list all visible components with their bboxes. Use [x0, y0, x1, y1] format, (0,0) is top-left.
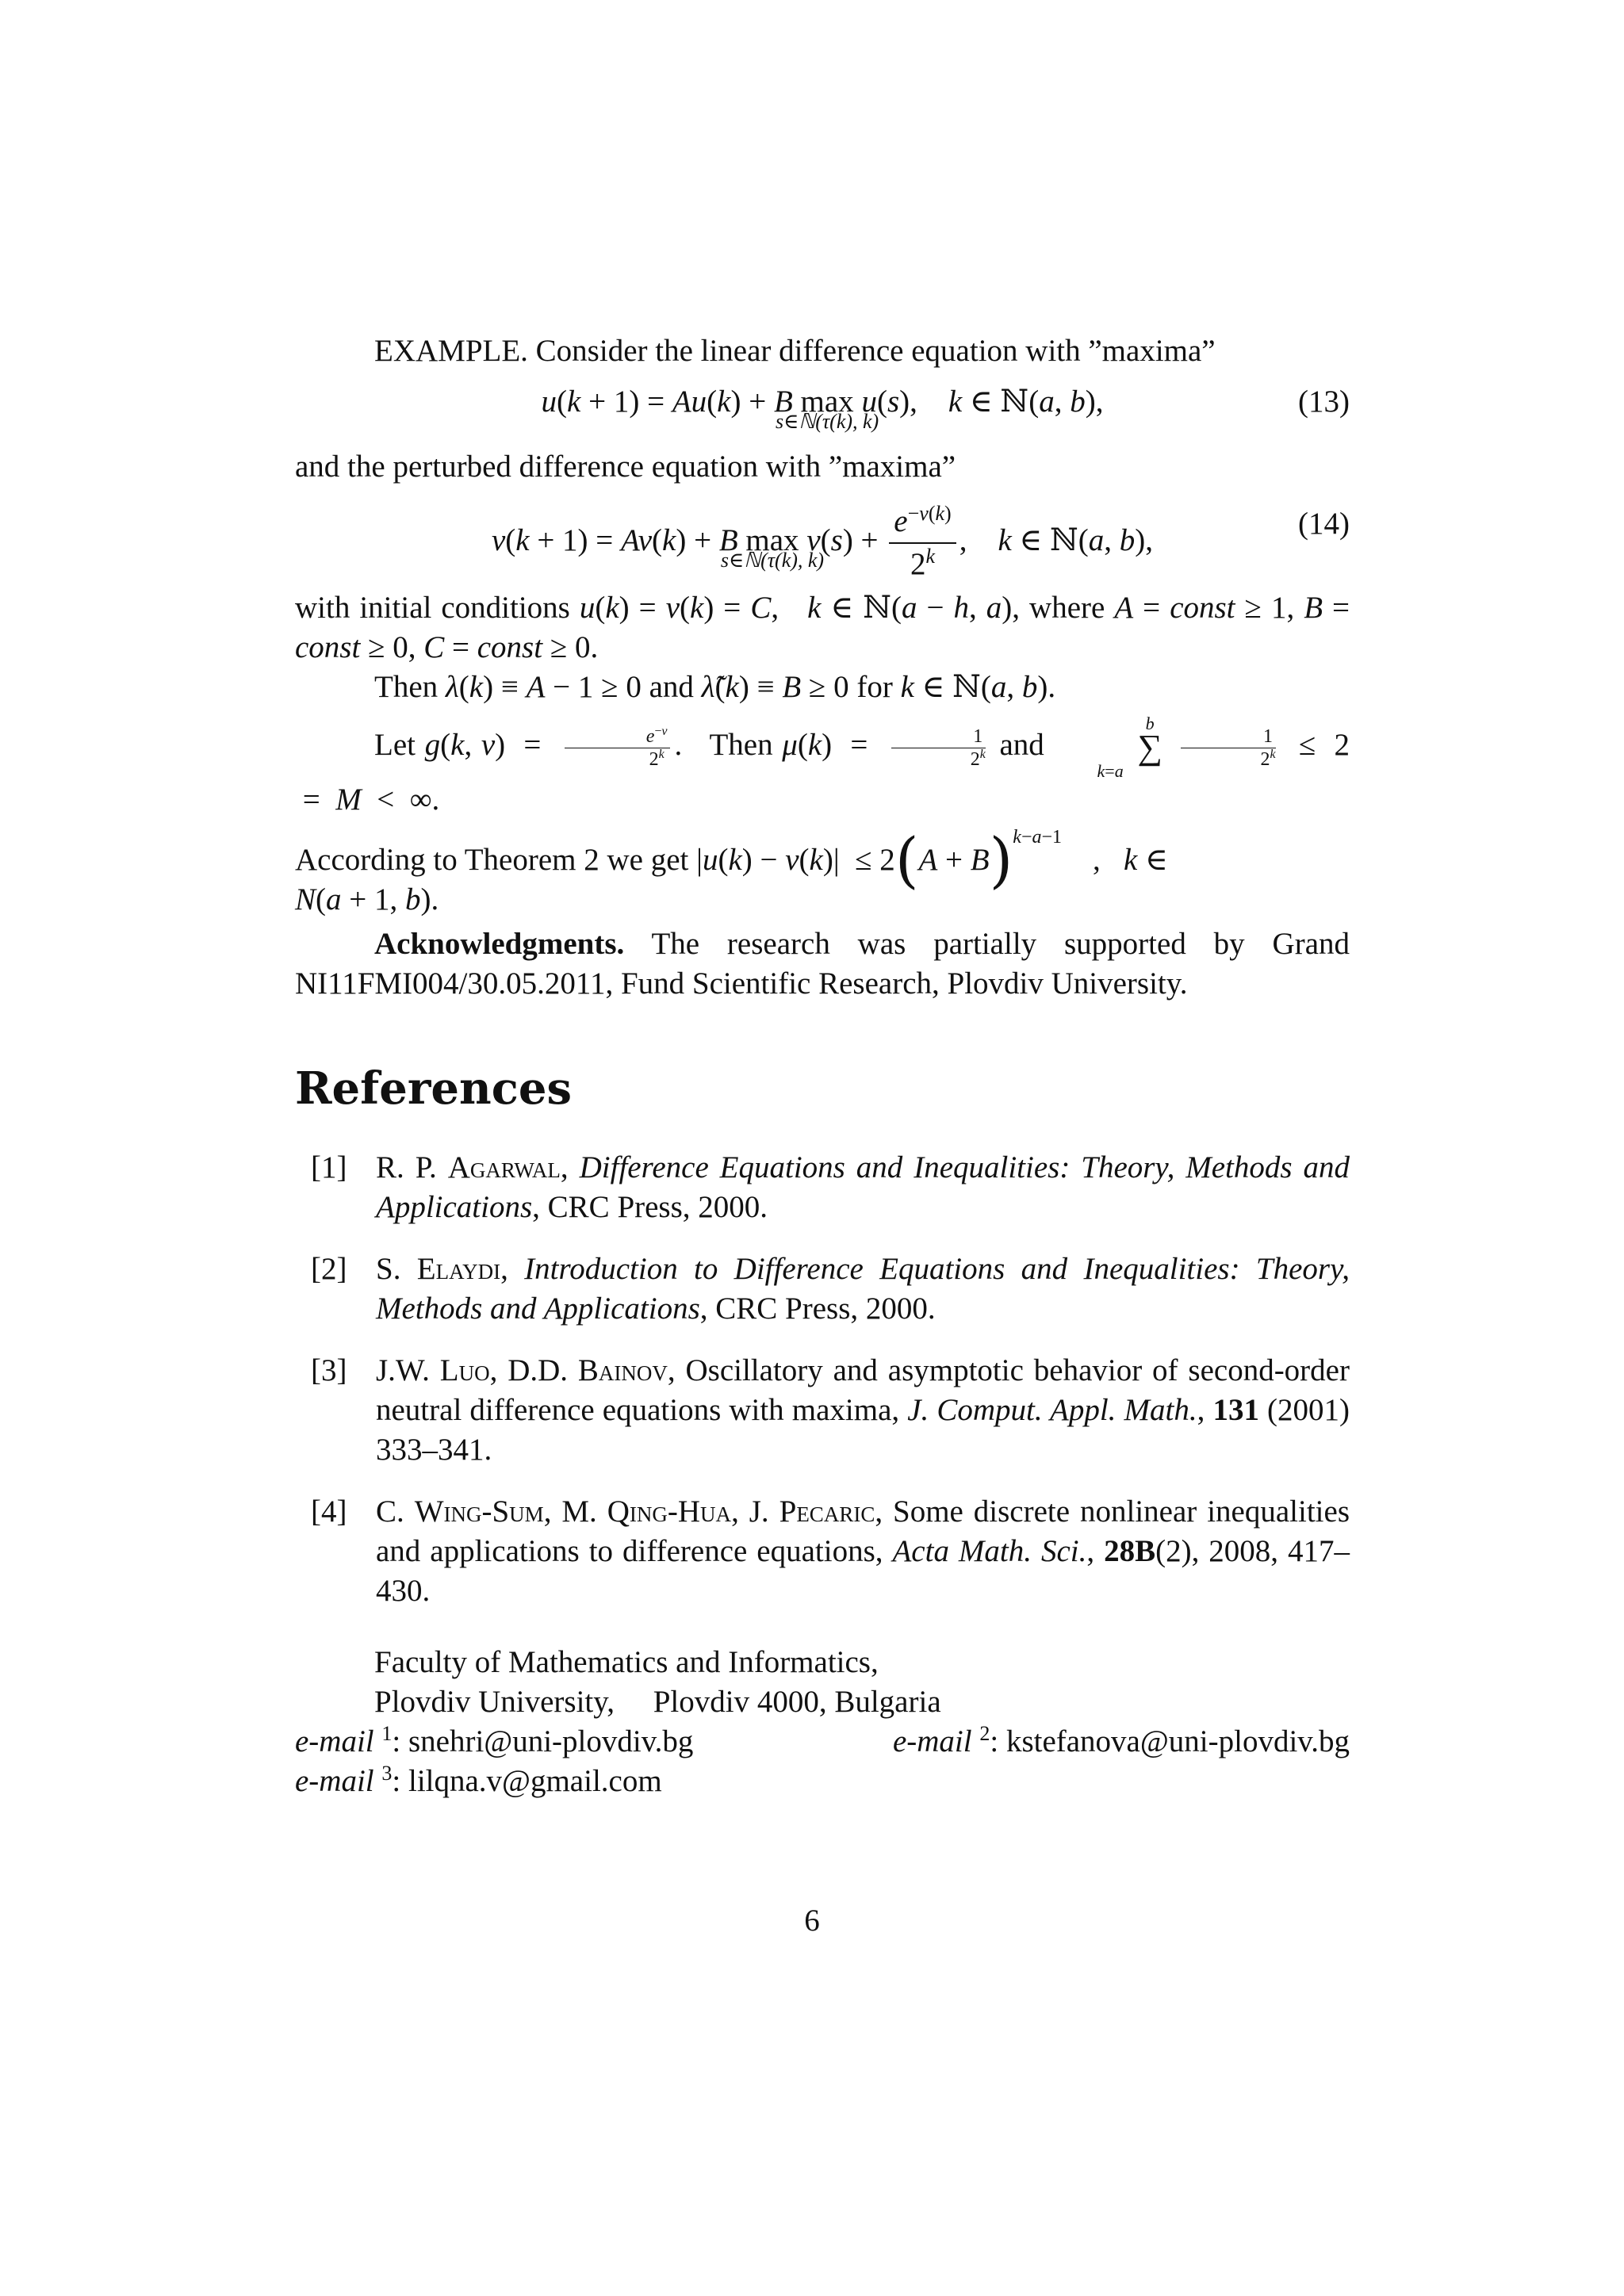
fraction-e-over-2k: $\frac{e^{-v(k)}}{2^k}$ — [889, 504, 956, 582]
affiliation-faculty: Faculty of Mathematics and Informatics, — [374, 1645, 879, 1679]
affiliation-block — [295, 1643, 1350, 1801]
let-g-line: Let g(k, v) = $\frac{e^{-v}}{2^k}$ . Then μ(k) = $\frac{1}{2^k}$ and b ∑ k=a $\frac{1}{2^k}$ ≤ 2 = M < ∞. — [295, 714, 1350, 817]
equation-14-body: v(k + 1) = Av(k) + B max s∈ℕ(τ(k), k) v(s) + $\frac{e^{-v(k)}}{2^k}$ , k ∈ ℕ(a, b), — [491, 502, 1154, 581]
equation-14-number: (14) — [1298, 507, 1350, 541]
reference-list — [295, 1148, 1350, 1611]
reference-label: [3] — [311, 1353, 347, 1387]
email-2: e-mail $^2$: kstefanova@uni-plovdiv.bg — [892, 1722, 1350, 1758]
perturbed-intro: and the perturbed difference equation with ”maxima” — [295, 450, 956, 484]
reference-label: [2] — [311, 1252, 347, 1286]
references-heading: References — [295, 1062, 572, 1115]
initial-conditions: with initial conditions u(k) = v(k) = C, k ∈ ℕ(a − h, a), where A = const ≥ 1, B = const ≥ 0, C = const ≥ 0. — [295, 591, 1350, 664]
reference-item — [295, 1351, 1350, 1470]
reference-item — [295, 1148, 1350, 1227]
reference-item — [295, 1249, 1350, 1329]
reference-text: C. Wing-Sum, M. Qing-Hua, J. Pecaric, Some discrete nonlinear inequalities and applications to difference equations, Acta Math. Sci., 28B(2), 2008, 417–430. — [376, 1494, 1350, 1608]
theorem-line: According to Theorem 2 we get $|u(k) - v(k)| \le 2(A + B)^{k-a-1}$ , k ∈ N(a + 1, b). — [295, 825, 1168, 916]
reference-label: [4] — [311, 1494, 347, 1529]
reference-label: [1] — [311, 1150, 347, 1184]
acknowledgments-text: The research was partially supported by Grand NI11FMI004/30.05.2011, Fund Scientific Research, Plovdiv University. — [295, 927, 1350, 1001]
email-1-address[interactable]: snehri@uni-plovdiv.bg — [408, 1724, 694, 1758]
equation-14 — [295, 487, 1350, 582]
email-2-address[interactable]: kstefanova@uni-plovdiv.bg — [1005, 1724, 1350, 1758]
email-1: e-mail $^1$: snehri@uni-plovdiv.bg — [295, 1722, 694, 1758]
equation-13 — [295, 371, 1350, 447]
email-3: e-mail $^3$: lilqna.v@gmail.com — [295, 1762, 662, 1798]
reference-text: R. P. Agarwal, Difference Equations and Inequalities: Theory, Methods and Applications, CRC Press, 2000. — [376, 1150, 1350, 1224]
page-number: 6 — [804, 1904, 820, 1938]
email-row-1 — [295, 1722, 1350, 1762]
equation-13-body: u(k + 1) = Au(k) + B max s∈ℕ(τ(k), k) u(s), k ∈ ℕ(a, b), — [541, 385, 1104, 433]
equation-13-number: (13) — [1298, 385, 1350, 419]
reference-text: J.W. Luo, D.D. Bainov, Oscillatory and asymptotic behavior of second-order neutral difference equations with maxima, J. Comput. Appl. Math., 131 (2001) 333–341. — [376, 1353, 1350, 1467]
page-body — [295, 331, 1350, 1801]
email-row-2 — [295, 1762, 1350, 1801]
acknowledgments — [295, 924, 1350, 1004]
reference-item — [295, 1492, 1350, 1611]
example-intro: EXAMPLE. Consider the linear difference equation with ”maxima” — [374, 334, 1216, 368]
lambda-line: Then λ(k) ≡ A − 1 ≥ 0 and λ̃(k) ≡ B ≥ 0 for k ∈ ℕ(a, b). — [374, 670, 1056, 704]
email-3-address[interactable]: lilqna.v@gmail.com — [408, 1764, 662, 1798]
affiliation-university: Plovdiv University, Plovdiv 4000, Bulgaria — [374, 1685, 941, 1719]
reference-text: S. Elaydi, Introduction to Difference Equations and Inequalities: Theory, Methods and Applications, CRC Press, 2000. — [376, 1252, 1350, 1326]
acknowledgments-label: Acknowledgments. — [374, 927, 625, 961]
